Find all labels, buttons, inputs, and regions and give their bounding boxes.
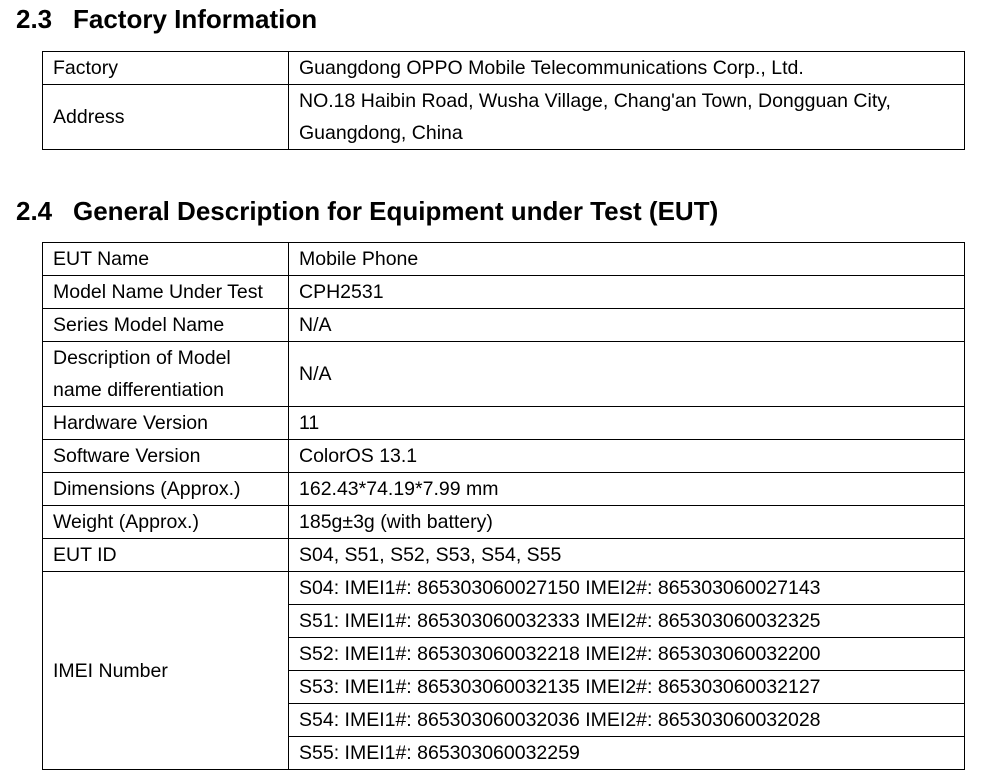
row-value: Mobile Phone — [289, 243, 965, 276]
row-value: N/A — [289, 309, 965, 342]
row-label: Hardware Version — [43, 407, 289, 440]
section-title: General Description for Equipment under Test (EUT) — [73, 196, 719, 226]
table-row — [43, 243, 965, 276]
table-row — [43, 342, 965, 407]
section-heading-factory-information — [16, 4, 317, 34]
row-label: Weight (Approx.) — [43, 506, 289, 539]
table-row — [43, 309, 965, 342]
row-label: EUT Name — [43, 243, 289, 276]
table-row — [43, 473, 965, 506]
row-value: S04, S51, S52, S53, S54, S55 — [289, 539, 965, 572]
row-value: CPH2531 — [289, 276, 965, 309]
row-label: EUT ID — [43, 539, 289, 572]
section-heading-general-description — [16, 196, 718, 226]
imei-entry: S52: IMEI1#: 865303060032218 IMEI2#: 865303060032200 — [289, 638, 965, 671]
row-value: NO.18 Haibin Road, Wusha Village, Chang'an Town, Dongguan City, Guangdong, China — [289, 85, 965, 150]
row-label: Dimensions (Approx.) — [43, 473, 289, 506]
section-number: 2.4 — [16, 196, 53, 226]
section-title: Factory Information — [73, 4, 318, 34]
row-value: 162.43*74.19*7.99 mm — [289, 473, 965, 506]
row-label: Series Model Name — [43, 309, 289, 342]
imei-entry: S51: IMEI1#: 865303060032333 IMEI2#: 865303060032325 — [289, 605, 965, 638]
imei-entry: S53: IMEI1#: 865303060032135 IMEI2#: 865303060032127 — [289, 671, 965, 704]
row-value: Guangdong OPPO Mobile Telecommunications Corp., Ltd. — [289, 52, 965, 85]
row-label: Factory — [43, 52, 289, 85]
table-row — [43, 539, 965, 572]
row-value: N/A — [289, 342, 965, 407]
table-row — [43, 506, 965, 539]
eut-description-table — [42, 242, 965, 770]
factory-information-table — [42, 51, 965, 150]
row-label: Model Name Under Test — [43, 276, 289, 309]
table-row — [43, 440, 965, 473]
row-value: 11 — [289, 407, 965, 440]
table-row-imei — [43, 572, 965, 605]
table-row — [43, 276, 965, 309]
row-label: Description of Model name differentiation — [43, 342, 289, 407]
table-row — [43, 52, 965, 85]
row-label: Software Version — [43, 440, 289, 473]
imei-entry: S04: IMEI1#: 865303060027150 IMEI2#: 865303060027143 — [289, 572, 965, 605]
row-label: Address — [43, 85, 289, 150]
table-row — [43, 407, 965, 440]
table-row — [43, 85, 965, 150]
imei-entry: S54: IMEI1#: 865303060032036 IMEI2#: 865303060032028 — [289, 704, 965, 737]
imei-entry: S55: IMEI1#: 865303060032259 — [289, 737, 965, 770]
section-number: 2.3 — [16, 4, 53, 34]
row-value: 185g±3g (with battery) — [289, 506, 965, 539]
imei-label: IMEI Number — [43, 572, 289, 770]
row-value: ColorOS 13.1 — [289, 440, 965, 473]
